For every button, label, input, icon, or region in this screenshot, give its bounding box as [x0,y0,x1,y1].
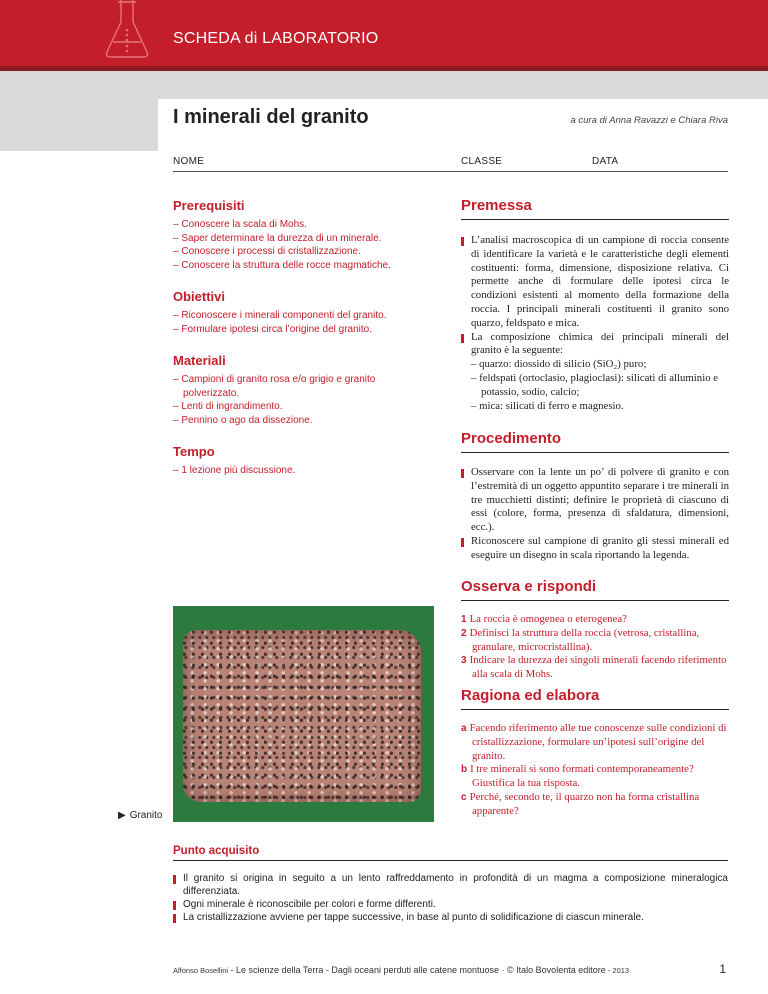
premessa-paragraph [461,234,729,331]
punto-item [173,911,728,924]
list-item: – Formulare ipotesi circa l’origine del granito. [173,323,423,337]
list-item: – Pennino o ago da dissezione. [173,414,423,428]
question-number: 2 [461,627,467,639]
footer [173,965,629,975]
granite-sample-image [183,630,421,802]
premessa-section [461,197,729,413]
question-item [461,613,729,627]
list-item: – Riconoscere i minerali componenti del granito. [173,309,423,323]
osserva-title: Osserva e rispondi [461,578,729,601]
osserva-list [461,613,729,682]
question-text: Facendo riferimento alle tue conoscenze sulle condizioni di cristallizzazione, formulare un’ipotesi sull’origine del granito. [469,722,727,762]
question-letter: b [461,764,468,776]
obiettivi-title: Obiettivi [173,289,226,304]
question-item [461,791,729,819]
left-column [173,198,423,495]
materiali-title: Materiali [173,353,226,368]
paragraph-text: La composizione chimica dei principali minerali del granito è la seguente: [471,330,729,357]
premessa-title: Premessa [461,197,729,220]
punto-item [173,872,728,898]
premessa-paragraph [461,331,729,359]
procedimento-title: Procedimento [461,430,729,453]
page-title: I minerali del granito [173,106,369,128]
bullet-bar [461,538,464,547]
bullet-bar [173,875,176,884]
question-letter: a [461,723,467,734]
composition-item: – quarzo: diossido di silicio (SiO₂) puro; [461,358,729,372]
procedimento-section [461,430,729,563]
punto-item [173,898,728,911]
question-number: 3 [461,655,467,667]
bullet-bar [461,469,464,478]
granite-photo [173,606,434,822]
prerequisiti-title: Prerequisiti [173,198,245,213]
field-underline [173,171,728,172]
tempo-list [173,464,423,478]
question-number: 1 [461,614,467,625]
osserva-section [461,578,729,682]
composition-item: – mica: silicati di ferro e magnesio. [461,400,729,414]
footer-author: Alfonso Bosellini [173,966,229,975]
punto-section [173,845,728,861]
tempo-title: Tempo [173,444,215,459]
question-item [461,654,729,682]
question-text: La roccia è omogenea o eterogenea? [469,613,627,625]
footer-book: Le scienze della Terra - Dagli oceani perduti alle catene montuose [236,965,500,975]
paragraph-text: Riconoscere sul campione di granito gli stessi minerali ed eseguire un disegno in scala riportando la legenda. [471,534,729,561]
ragiona-title: Ragiona ed elabora [461,687,729,710]
question-text: Indicare la durezza dei singoli minerali facendo riferimento alla scala di Mohs. [469,654,727,681]
bullet-bar [461,334,464,343]
paragraph-text: Osservare con la lente un po’ di polvere di granito e con l’estremità di un oggetto appuntito separare i tre minerali in tre mucchietti distinti; definire le proprietà di ciascuno di essi (colore, forma, presenza di sfaldatura, dimensioni, ecc.). [471,466,729,534]
paragraph-text: L’analisi macroscopica di un campione di roccia consente di identificare la varietà e le caratteristiche degli elementi costituenti: forma, dimensione, disposizione relativa. Ci permette anche di formulare delle ipotesi circa le condizioni esistenti al momento della formazione della roccia. I principali minerali costituenti il granito sono quarzo, feldspato e mica. [471,234,729,329]
ragiona-section [461,687,729,819]
procedimento-paragraph [461,535,729,563]
caption-text: Granito [129,810,163,821]
footer-separator: - [228,965,237,975]
question-text: Perché, secondo te, il quarzo non ha forma cristallina apparente? [469,790,700,817]
authors: a cura di Anna Ravazzi e Chiara Riva [570,115,728,126]
list-item: – 1 lezione più discussione. [173,464,423,478]
band-title: SCHEDA di LABORATORIO [173,30,379,47]
composition-item: – feldspati (ortoclasio, plagioclasi): silicati di alluminio e potassio, sodio, calcio; [461,372,729,400]
paragraph-text: Ogni minerale è riconoscibile per colori e forme differenti. [183,899,436,910]
footer-publisher: © Italo Bovolenta editore [507,965,606,975]
field-data: DATA [592,156,619,167]
question-text: I tre minerali si sono formati contemporaneamente? Giustifica la tua risposta. [470,763,694,790]
obiettivi-list [173,309,423,336]
header-band [0,0,768,66]
question-item [461,763,729,791]
bullet-bar [173,901,176,910]
flask-icon [102,0,152,60]
footer-separator: · [499,965,508,975]
bullet-bar [461,237,464,246]
question-text: Definisci la struttura della roccia (vetrosa, cristallina, granulare, microcristallina). [469,626,700,653]
materiali-list [173,373,423,427]
list-item: – Campioni di granito rosa e/o grigio e granito polverizzato. [173,373,423,400]
question-letter: c [461,791,467,803]
field-nome: NOME [173,156,205,167]
list-item: – Conoscere i processi di cristallizzazione. [173,245,423,259]
punto-title: Punto acquisito [173,845,728,861]
photo-caption [118,810,163,821]
page-number: 1 [719,962,726,976]
punto-body [173,872,728,924]
question-item [461,722,729,763]
prerequisiti-list [173,218,423,272]
footer-separator: - [605,966,613,975]
bullet-bar [173,914,176,923]
paragraph-text: Il granito si origina in seguito a un lento raffreddamento in profondità di un magma a composizione mineralogica differenziata. [183,873,728,897]
field-classe: CLASSE [461,156,503,167]
list-item: – Conoscere la struttura delle rocce magmatiche. [173,259,423,273]
list-item: – Saper determinare la durezza di un minerale. [173,232,423,246]
triangle-right-icon: ▶ [118,810,126,821]
procedimento-paragraph [461,466,729,535]
list-item: – Lenti di ingrandimento. [173,400,423,414]
list-item: – Conoscere la scala di Mohs. [173,218,423,232]
ragiona-list [461,722,729,819]
paragraph-text: La cristallizzazione avviene per tappe successive, in base al punto di solidificazione di ciascun minerale. [183,912,644,923]
footer-year: 2013 [612,966,630,975]
question-item [461,627,729,655]
